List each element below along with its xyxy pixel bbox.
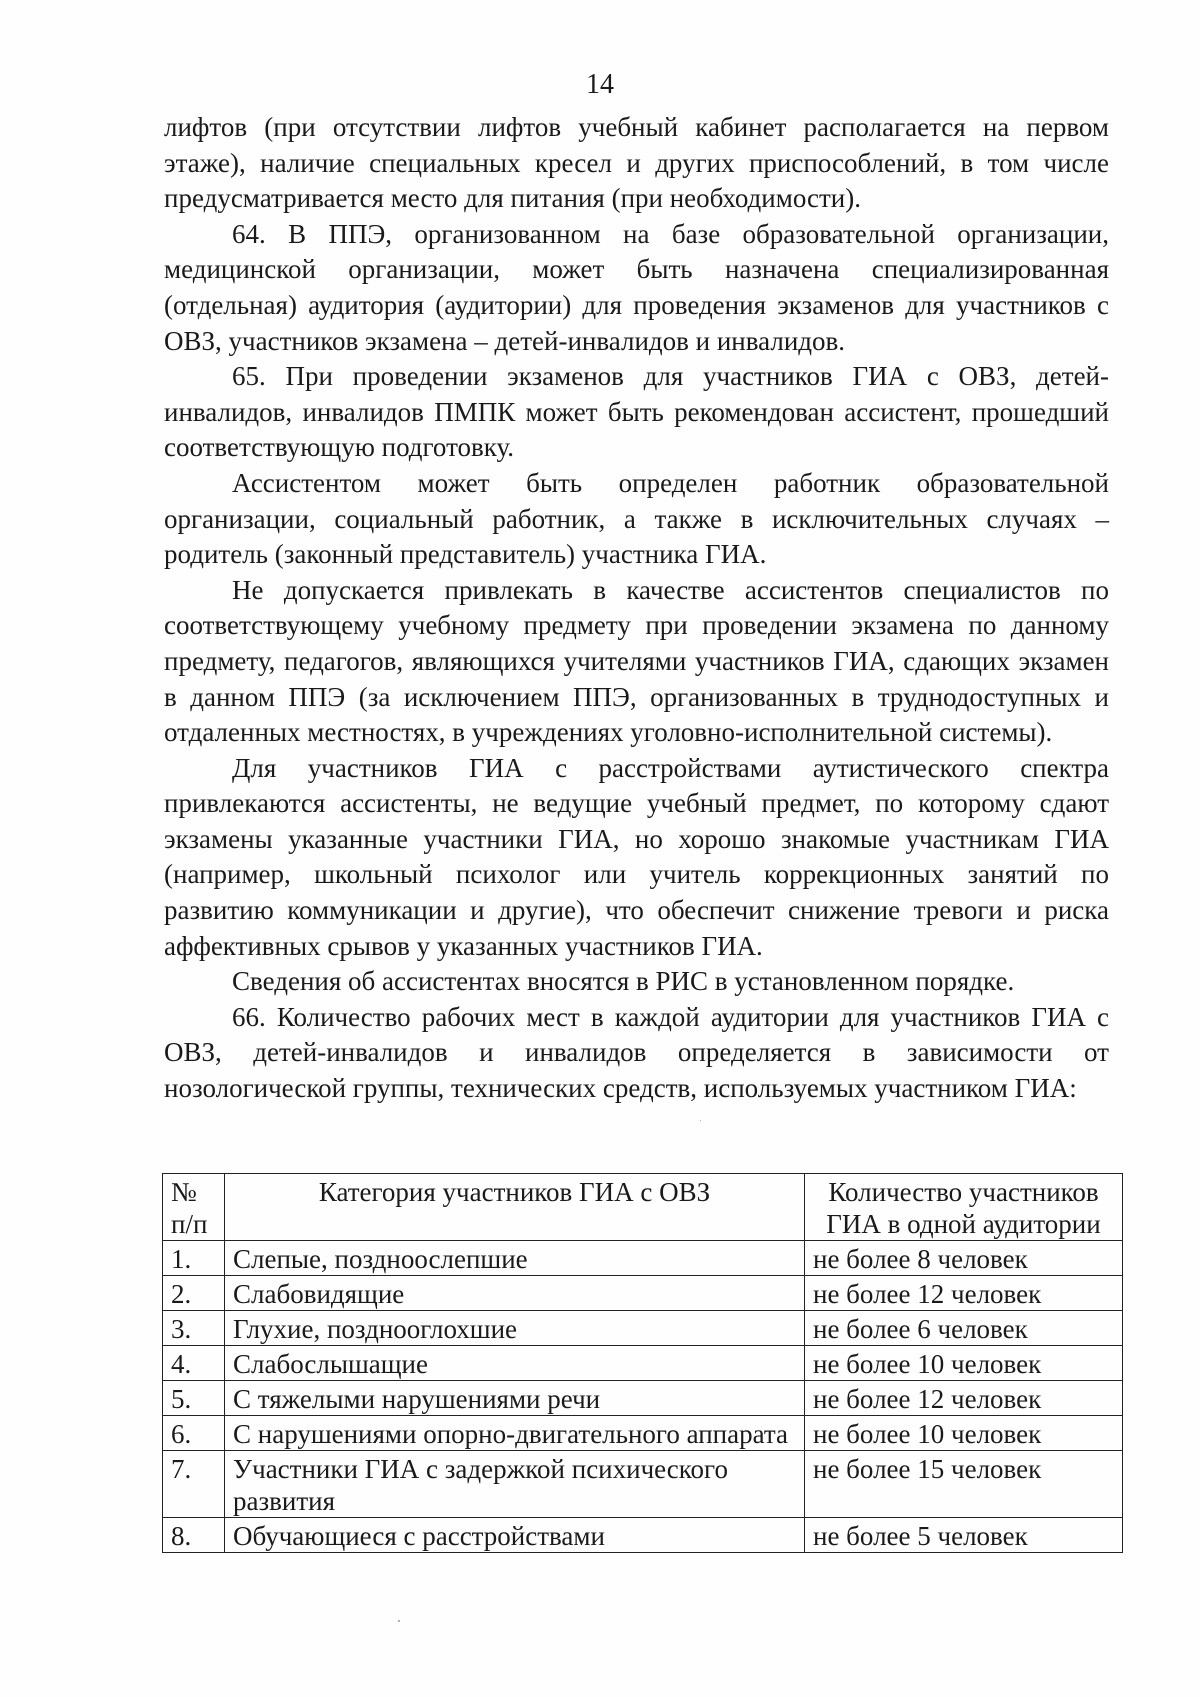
row-count: не более 15 человек — [805, 1451, 1123, 1518]
paragraph-64: 64. В ППЭ, организованном на базе образовательной организации, медицинской организации, может быть назначена специализированная (отдельная) аудитория (аудитории) для проведения экзаменов для участников с ОВЗ, участников экзамена – детей-инвалидов и инвалидов. — [164, 218, 1109, 356]
row-number: 1. — [163, 1241, 225, 1276]
participants-table — [162, 1173, 1123, 1553]
table-header-row — [163, 1174, 1123, 1241]
row-number: 6. — [163, 1416, 225, 1451]
paragraph-65: 65. При проведении экзаменов для участников ГИА с ОВЗ, детей-инвалидов, инвалидов ПМПК может быть рекомендован ассистент, прошедший соответствующую подготовку. — [164, 361, 1109, 463]
row-number: 3. — [163, 1311, 225, 1346]
table-row — [163, 1241, 1123, 1276]
header-count: Количество участников ГИА в одной аудитории — [805, 1174, 1123, 1241]
row-number: 7. — [163, 1451, 225, 1518]
row-number: 2. — [163, 1276, 225, 1311]
row-count: не более 5 человек — [805, 1518, 1123, 1553]
row-category: Слабослышащие — [225, 1346, 805, 1381]
row-number: 5. — [163, 1381, 225, 1416]
page-number: 14 — [586, 69, 614, 100]
row-category: Слабовидящие — [225, 1276, 805, 1311]
row-category: Участники ГИА с задержкой психического развития — [225, 1451, 805, 1518]
row-count: не более 6 человек — [805, 1311, 1123, 1346]
paragraph-assistant-definition: Ассистентом может быть определен работник образовательной организации, социальный работник, а также в исключительных случаях – родитель (законный представитель) участника ГИА. — [164, 467, 1109, 570]
row-category: Слепые, поздноослепшие — [225, 1241, 805, 1276]
table-row — [163, 1518, 1123, 1553]
scan-speck — [398, 1620, 400, 1622]
table-row — [163, 1276, 1123, 1311]
table-row — [163, 1416, 1123, 1451]
paragraph-continuation: лифтов (при отсутствии лифтов учебный кабинет располагается на первом этаже), наличие специальных кресел и других приспособлений, в том числе предусматривается место для питания (при необходимости). — [164, 112, 1109, 214]
row-count: не более 10 человек — [805, 1416, 1123, 1451]
paragraph-autism-assistants: Для участников ГИА с расстройствами аутистического спектра привлекаются ассистенты, не ведущие учебный предмет, по которому сдают экзамены указанные участники ГИА, но хорошо знакомые участникам ГИА (например, школьный психолог или учитель коррекционных занятий по развитию коммуникации и другие), что обеспечит снижение тревоги и риска аффективных срывов у указанных участников ГИА. — [164, 752, 1109, 961]
row-category: С тяжелыми нарушениями речи — [225, 1381, 805, 1416]
table-row — [163, 1381, 1123, 1416]
body-text — [164, 110, 1109, 1107]
row-count: не более 10 человек — [805, 1346, 1123, 1381]
row-count: не более 8 человек — [805, 1241, 1123, 1276]
row-category: С нарушениями опорно-двигательного аппарата — [225, 1416, 805, 1451]
row-category: Глухие, позднооглохшие — [225, 1311, 805, 1346]
header-number: № п/п — [163, 1174, 225, 1241]
scan-speck — [700, 1120, 701, 1121]
participants-table-wrapper — [162, 1173, 1122, 1553]
paragraph-66: 66. Количество рабочих мест в каждой аудитории для участников ГИА с ОВЗ, детей-инвалидов и инвалидов определяется в зависимости от нозологической группы, технических средств, используемых участником ГИА: — [164, 1001, 1109, 1104]
table-row — [163, 1451, 1123, 1518]
row-number: 4. — [163, 1346, 225, 1381]
header-category: Категория участников ГИА с ОВЗ — [225, 1174, 805, 1241]
table-row — [163, 1311, 1123, 1346]
row-category: Обучающиеся с расстройствами — [225, 1518, 805, 1553]
paragraph-ris-info: Сведения об ассистентах вносятся в РИС в установленном порядке. — [232, 966, 1015, 997]
paragraph-assistant-restriction: Не допускается привлекать в качестве ассистентов специалистов по соответствующему учебному предмету при проведении экзамена по данному предмету, педагогов, являющихся учителями участников ГИА, сдающих экзамен в данном ППЭ (за исключением ППЭ, организованных в труднодоступных и отдаленных местностях, в учреждениях уголовно-исполнительной системы). — [164, 574, 1109, 748]
row-number: 8. — [163, 1518, 225, 1553]
row-count: не более 12 человек — [805, 1381, 1123, 1416]
table-row — [163, 1346, 1123, 1381]
row-count: не более 12 человек — [805, 1276, 1123, 1311]
